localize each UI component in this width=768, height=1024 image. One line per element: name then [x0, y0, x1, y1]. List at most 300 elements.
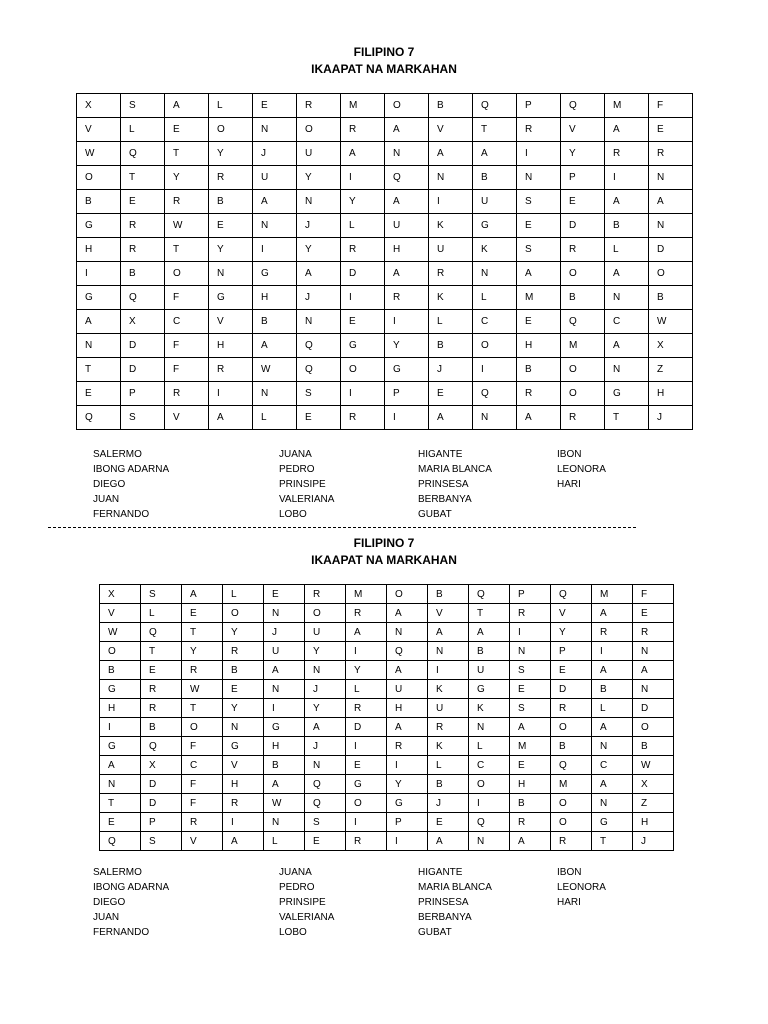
grid-cell: R	[182, 661, 223, 680]
grid-cell: R	[141, 680, 182, 699]
grid-cell: Y	[297, 238, 341, 262]
grid-cell: M	[561, 334, 605, 358]
word-list-item: MARIA BLANCA	[418, 882, 492, 893]
grid-cell: H	[633, 813, 674, 832]
grid-cell: U	[429, 238, 473, 262]
word-list-item: HIGANTE	[418, 449, 463, 460]
grid-cell: E	[121, 190, 165, 214]
grid-cell: J	[264, 623, 305, 642]
grid-cell: R	[385, 286, 429, 310]
word-list-item: IBONG ADARNA	[93, 882, 170, 893]
grid-cell: B	[121, 262, 165, 286]
grid-cell: K	[428, 680, 469, 699]
grid-cell: N	[305, 756, 346, 775]
grid-cell: E	[223, 680, 264, 699]
grid-cell: A	[385, 262, 429, 286]
grid-cell: M	[551, 775, 592, 794]
grid-cell: A	[385, 118, 429, 142]
grid-cell: T	[469, 604, 510, 623]
grid-cell: E	[305, 832, 346, 851]
grid-cell: T	[165, 142, 209, 166]
grid-row	[100, 661, 674, 680]
grid-cell: N	[592, 794, 633, 813]
grid-cell: H	[649, 382, 693, 406]
grid-cell: R	[341, 406, 385, 430]
word-list-item: JUANA	[279, 867, 312, 878]
grid-cell: T	[121, 166, 165, 190]
grid-row	[77, 118, 693, 142]
grid-cell: J	[297, 286, 341, 310]
grid-cell: A	[469, 623, 510, 642]
grid-cell: X	[121, 310, 165, 334]
grid-cell: A	[165, 94, 209, 118]
grid-cell: D	[121, 334, 165, 358]
grid-cell: R	[428, 718, 469, 737]
word-list-item: LEONORA	[557, 464, 606, 475]
grid-cell: V	[100, 604, 141, 623]
grid-cell: D	[649, 238, 693, 262]
grid-cell: R	[341, 238, 385, 262]
grid-cell: T	[141, 642, 182, 661]
grid-cell: E	[346, 756, 387, 775]
grid-cell: L	[605, 238, 649, 262]
grid-cell: B	[77, 190, 121, 214]
grid-cell: A	[264, 775, 305, 794]
grid-cell: Y	[551, 623, 592, 642]
grid-cell: T	[165, 238, 209, 262]
grid-cell: B	[428, 775, 469, 794]
grid-cell: I	[100, 718, 141, 737]
grid-cell: O	[341, 358, 385, 382]
grid-cell: B	[223, 661, 264, 680]
grid-cell: O	[223, 604, 264, 623]
grid-cell: R	[182, 813, 223, 832]
grid-cell: R	[297, 94, 341, 118]
word-list-item: DIEGO	[93, 897, 126, 908]
grid-cell: D	[341, 262, 385, 286]
grid-cell: J	[428, 794, 469, 813]
grid-row	[77, 310, 693, 334]
word-list-item: FERNANDO	[93, 927, 150, 938]
grid-cell: F	[165, 334, 209, 358]
grid-cell: N	[649, 166, 693, 190]
grid-cell: N	[223, 718, 264, 737]
grid-cell: K	[469, 699, 510, 718]
grid-cell: E	[209, 214, 253, 238]
grid-cell: P	[561, 166, 605, 190]
grid-cell: U	[473, 190, 517, 214]
grid-cell: O	[100, 642, 141, 661]
grid-cell: L	[429, 310, 473, 334]
grid-row	[100, 604, 674, 623]
grid-cell: W	[633, 756, 674, 775]
grid-cell: Q	[305, 794, 346, 813]
grid-cell: N	[592, 737, 633, 756]
grid-cell: R	[429, 262, 473, 286]
grid-cell: O	[551, 813, 592, 832]
grid-cell: R	[517, 382, 561, 406]
grid-cell: N	[100, 775, 141, 794]
grid-cell: F	[165, 286, 209, 310]
grid-cell: R	[605, 142, 649, 166]
grid-cell: M	[510, 737, 551, 756]
grid-cell: U	[264, 642, 305, 661]
grid-cell: E	[165, 118, 209, 142]
grid-cell: E	[551, 661, 592, 680]
grid-cell: E	[77, 382, 121, 406]
grid-cell: L	[253, 406, 297, 430]
word-list-item: PRINSIPE	[279, 897, 326, 908]
grid-cell: A	[209, 406, 253, 430]
grid-cell: R	[551, 832, 592, 851]
word-list-item: IBONG ADARNA	[93, 464, 170, 475]
grid-cell: T	[605, 406, 649, 430]
grid-cell: L	[223, 585, 264, 604]
grid-cell: N	[428, 642, 469, 661]
grid-cell: X	[77, 94, 121, 118]
grid-cell: Q	[473, 382, 517, 406]
grid-cell: D	[551, 680, 592, 699]
grid-cell: C	[592, 756, 633, 775]
grid-cell: Q	[561, 310, 605, 334]
grid-cell: G	[346, 775, 387, 794]
grid-row	[100, 718, 674, 737]
grid-cell: E	[649, 118, 693, 142]
grid-cell: Z	[633, 794, 674, 813]
grid-cell: Y	[297, 166, 341, 190]
grid-cell: L	[428, 756, 469, 775]
word-list-item: BERBANYA	[418, 494, 472, 505]
grid-cell: E	[428, 813, 469, 832]
grid-cell: A	[605, 262, 649, 286]
grid-cell: Q	[473, 94, 517, 118]
grid-cell: A	[510, 718, 551, 737]
grid-cell: T	[100, 794, 141, 813]
grid-cell: N	[605, 286, 649, 310]
grid-cell: E	[100, 813, 141, 832]
grid-cell: E	[341, 310, 385, 334]
grid-cell: B	[428, 585, 469, 604]
grid-cell: X	[141, 756, 182, 775]
grid-cell: O	[165, 262, 209, 286]
word-list-column	[93, 447, 169, 522]
grid-cell: J	[253, 142, 297, 166]
grid-cell: B	[649, 286, 693, 310]
grid-cell: I	[346, 642, 387, 661]
word-list-item: LEONORA	[557, 882, 606, 893]
grid-cell: C	[473, 310, 517, 334]
grid-cell: N	[510, 642, 551, 661]
grid-cell: D	[561, 214, 605, 238]
grid-cell: A	[510, 832, 551, 851]
grid-cell: Q	[387, 642, 428, 661]
grid-cell: A	[253, 334, 297, 358]
grid-cell: B	[141, 718, 182, 737]
grid-cell: M	[517, 286, 561, 310]
grid-cell: Y	[341, 190, 385, 214]
grid-cell: R	[649, 142, 693, 166]
word-list-item: IBON	[557, 867, 582, 878]
grid-cell: U	[469, 661, 510, 680]
grid-cell: E	[297, 406, 341, 430]
grid-cell: H	[385, 238, 429, 262]
grid-cell: A	[387, 661, 428, 680]
grid-cell: N	[387, 623, 428, 642]
grid-cell: I	[223, 813, 264, 832]
grid-cell: W	[264, 794, 305, 813]
grid-cell: B	[429, 334, 473, 358]
grid-cell: N	[429, 166, 473, 190]
grid-cell: N	[264, 813, 305, 832]
grid-cell: F	[165, 358, 209, 382]
word-list-column	[418, 865, 492, 940]
grid-cell: N	[605, 358, 649, 382]
sheet-title: FILIPINO 7	[353, 536, 415, 550]
grid-cell: N	[264, 604, 305, 623]
grid-cell: T	[473, 118, 517, 142]
grid-cell: O	[346, 794, 387, 813]
word-list-column	[279, 447, 334, 522]
word-list-item: PRINSESA	[418, 897, 469, 908]
grid-cell: I	[385, 310, 429, 334]
grid-cell: A	[592, 604, 633, 623]
grid-cell: P	[551, 642, 592, 661]
grid-cell: O	[633, 718, 674, 737]
grid-cell: A	[605, 190, 649, 214]
word-list-item: PEDRO	[279, 464, 315, 475]
grid-cell: N	[209, 262, 253, 286]
grid-cell: Y	[305, 699, 346, 718]
grid-cell: A	[649, 190, 693, 214]
word-list-item: GUBAT	[418, 927, 452, 938]
sheet-subtitle: IKAAPAT NA MARKAHAN	[311, 553, 457, 567]
grid-cell: Q	[297, 334, 341, 358]
cut-line-divider	[48, 527, 636, 528]
grid-cell: E	[253, 94, 297, 118]
grid-cell: W	[100, 623, 141, 642]
grid-cell: G	[223, 737, 264, 756]
grid-cell: S	[510, 661, 551, 680]
grid-cell: I	[346, 737, 387, 756]
grid-cell: T	[182, 699, 223, 718]
grid-cell: W	[182, 680, 223, 699]
grid-row	[77, 286, 693, 310]
grid-cell: A	[305, 718, 346, 737]
grid-cell: H	[517, 334, 561, 358]
grid-cell: L	[473, 286, 517, 310]
word-list-item: VALERIANA	[279, 494, 335, 505]
grid-cell: E	[517, 214, 561, 238]
grid-cell: N	[633, 642, 674, 661]
grid-row	[100, 813, 674, 832]
grid-cell: J	[305, 680, 346, 699]
grid-cell: L	[141, 604, 182, 623]
grid-cell: L	[346, 680, 387, 699]
grid-cell: A	[592, 661, 633, 680]
grid-cell: L	[264, 832, 305, 851]
grid-cell: N	[305, 661, 346, 680]
grid-cell: A	[253, 190, 297, 214]
grid-row	[77, 94, 693, 118]
grid-cell: E	[182, 604, 223, 623]
grid-cell: Q	[305, 775, 346, 794]
word-list-column	[557, 865, 606, 910]
grid-cell: H	[100, 699, 141, 718]
grid-row	[100, 680, 674, 699]
grid-cell: L	[469, 737, 510, 756]
grid-cell: D	[121, 358, 165, 382]
grid-cell: I	[387, 832, 428, 851]
grid-cell: A	[341, 142, 385, 166]
word-list-item: JUANA	[279, 449, 312, 460]
grid-cell: R	[165, 382, 209, 406]
grid-cell: V	[223, 756, 264, 775]
grid-cell: H	[510, 775, 551, 794]
grid-cell: E	[510, 680, 551, 699]
grid-cell: B	[429, 94, 473, 118]
grid-cell: I	[264, 699, 305, 718]
grid-cell: V	[428, 604, 469, 623]
grid-cell: W	[165, 214, 209, 238]
word-list-item: MARIA BLANCA	[418, 464, 492, 475]
grid-cell: P	[510, 585, 551, 604]
grid-cell: G	[77, 214, 121, 238]
grid-row	[100, 832, 674, 851]
grid-cell: Y	[305, 642, 346, 661]
grid-cell: R	[561, 238, 605, 262]
word-search-grid	[99, 584, 674, 851]
grid-cell: N	[473, 406, 517, 430]
grid-cell: G	[77, 286, 121, 310]
word-search-grid	[76, 93, 693, 430]
grid-cell: G	[592, 813, 633, 832]
grid-cell: O	[385, 94, 429, 118]
grid-cell: B	[473, 166, 517, 190]
grid-row	[77, 262, 693, 286]
grid-cell: Q	[551, 585, 592, 604]
grid-cell: E	[561, 190, 605, 214]
grid-cell: J	[297, 214, 341, 238]
grid-cell: Q	[141, 737, 182, 756]
grid-cell: F	[182, 794, 223, 813]
grid-cell: G	[605, 382, 649, 406]
word-list-column	[93, 865, 169, 940]
grid-cell: R	[141, 699, 182, 718]
grid-cell: S	[141, 585, 182, 604]
grid-cell: H	[77, 238, 121, 262]
grid-cell: U	[297, 142, 341, 166]
grid-cell: O	[649, 262, 693, 286]
grid-cell: I	[346, 813, 387, 832]
grid-cell: K	[428, 737, 469, 756]
grid-cell: N	[473, 262, 517, 286]
grid-cell: I	[341, 286, 385, 310]
grid-cell: J	[649, 406, 693, 430]
grid-row	[77, 190, 693, 214]
grid-cell: C	[182, 756, 223, 775]
grid-cell: F	[633, 585, 674, 604]
grid-cell: A	[77, 310, 121, 334]
grid-cell: D	[141, 775, 182, 794]
word-list-item: SALERMO	[93, 867, 142, 878]
grid-cell: R	[346, 604, 387, 623]
grid-cell: R	[121, 238, 165, 262]
grid-cell: I	[428, 661, 469, 680]
grid-cell: A	[223, 832, 264, 851]
grid-cell: R	[387, 737, 428, 756]
grid-cell: R	[551, 699, 592, 718]
word-list-column	[418, 447, 492, 522]
grid-cell: W	[253, 358, 297, 382]
grid-cell: P	[387, 813, 428, 832]
grid-row	[100, 737, 674, 756]
word-list-item: FERNANDO	[93, 509, 150, 520]
grid-cell: N	[633, 680, 674, 699]
grid-cell: O	[77, 166, 121, 190]
grid-cell: N	[469, 718, 510, 737]
grid-cell: X	[100, 585, 141, 604]
grid-cell: I	[209, 382, 253, 406]
grid-cell: A	[473, 142, 517, 166]
grid-cell: C	[469, 756, 510, 775]
grid-cell: R	[346, 699, 387, 718]
grid-row	[77, 238, 693, 262]
grid-row	[100, 623, 674, 642]
grid-cell: E	[633, 604, 674, 623]
grid-cell: J	[633, 832, 674, 851]
grid-cell: I	[429, 190, 473, 214]
grid-cell: Q	[551, 756, 592, 775]
grid-cell: Y	[223, 623, 264, 642]
grid-cell: J	[305, 737, 346, 756]
grid-cell: H	[264, 737, 305, 756]
grid-cell: R	[223, 794, 264, 813]
grid-cell: G	[473, 214, 517, 238]
grid-cell: A	[605, 334, 649, 358]
word-list-item: PRINSIPE	[279, 479, 326, 490]
grid-cell: U	[253, 166, 297, 190]
grid-cell: U	[385, 214, 429, 238]
grid-cell: V	[209, 310, 253, 334]
grid-cell: Z	[649, 358, 693, 382]
grid-cell: O	[561, 262, 605, 286]
grid-cell: B	[561, 286, 605, 310]
grid-cell: L	[121, 118, 165, 142]
grid-cell: B	[100, 661, 141, 680]
grid-cell: T	[77, 358, 121, 382]
grid-cell: A	[517, 406, 561, 430]
grid-cell: Q	[121, 142, 165, 166]
grid-cell: A	[605, 118, 649, 142]
grid-cell: F	[649, 94, 693, 118]
grid-cell: B	[209, 190, 253, 214]
grid-cell: G	[253, 262, 297, 286]
grid-cell: A	[633, 661, 674, 680]
grid-cell: E	[517, 310, 561, 334]
grid-cell: O	[469, 775, 510, 794]
word-list-item: HIGANTE	[418, 867, 463, 878]
grid-cell: G	[100, 737, 141, 756]
grid-row	[100, 699, 674, 718]
grid-cell: P	[385, 382, 429, 406]
grid-cell: B	[633, 737, 674, 756]
grid-cell: B	[264, 756, 305, 775]
grid-cell: O	[305, 604, 346, 623]
grid-cell: R	[346, 832, 387, 851]
grid-cell: C	[605, 310, 649, 334]
grid-cell: Y	[182, 642, 223, 661]
grid-cell: S	[305, 813, 346, 832]
